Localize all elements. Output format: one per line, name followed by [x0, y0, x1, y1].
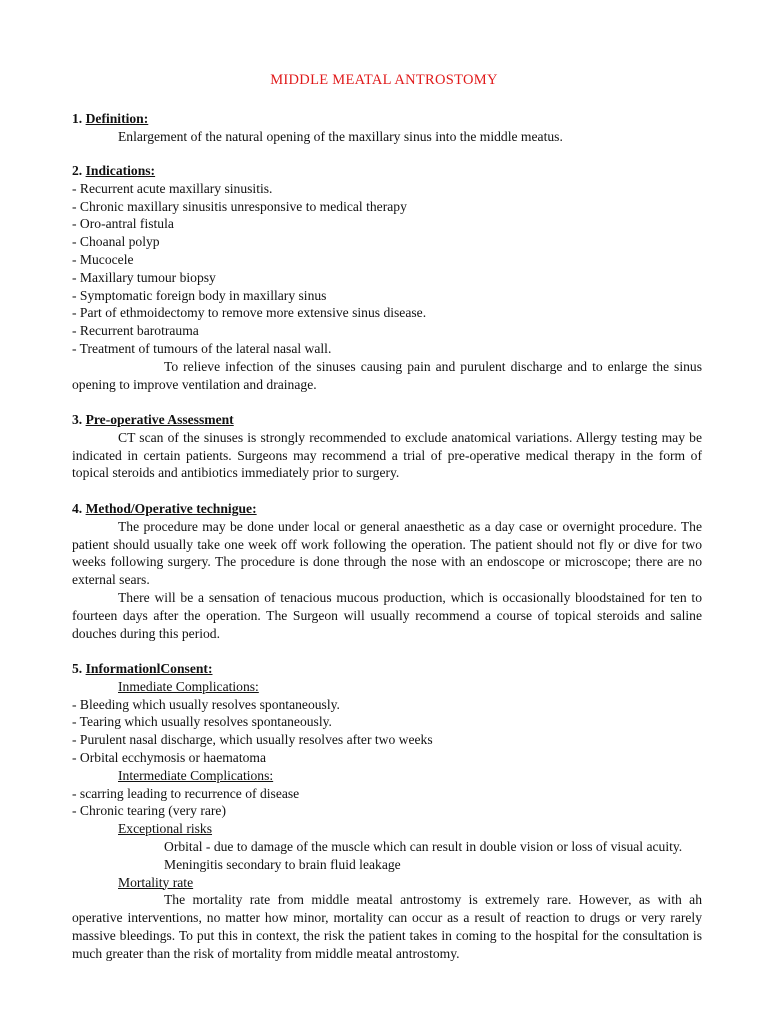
- preop-section: [72, 411, 702, 482]
- exceptional-meningitis-text: Meningitis secondary to brain fluid leakage: [164, 856, 401, 872]
- list-item: - Chronic maxillary sinusitis unresponsive to medical therapy: [72, 198, 407, 214]
- section-heading-text: InformationlConsent:: [85, 661, 213, 676]
- immediate-complications-list: [72, 696, 702, 767]
- list-item: - Bleeding which usually resolves spontaneously.: [72, 696, 340, 712]
- section-heading-text: Pre-operative Assessment: [85, 412, 234, 427]
- list-item: - Part of ethmoidectomy to remove more extensive sinus disease.: [72, 305, 427, 321]
- consent-section: [72, 660, 702, 963]
- mortality-rate-label: Mortality rate: [118, 874, 194, 890]
- list-item: - Maxillary tumour biopsy: [72, 269, 216, 285]
- list-item: - Chronic tearing (very rare): [72, 803, 226, 819]
- list-item: - Mucocele: [72, 251, 134, 267]
- indications-paragraph: To relieve infection of the sinuses causing pain and purulent discharge and to enlarge the sinus opening to improve ventilation and drainage.: [72, 358, 702, 392]
- method-heading: [72, 500, 702, 518]
- consent-heading: [72, 660, 702, 678]
- list-item: - Tearing which usually resolves spontaneously.: [72, 714, 332, 730]
- mortality-paragraph: The mortality rate from middle meatal antrostomy is extremely rare. However, as with ah operative interventions, no matter how minor, mortality can occur as a result of reaction to drugs or very rarely massive bleedings. To put this in context, the risk the patient takes in coming to the hospital for the consultation is much greater than the risk of mortality from middle meatal antrostomy.: [72, 892, 702, 961]
- method-paragraph-1: The procedure may be done under local or general anaesthetic as a day case or overnight procedure. The patient should usually take one week off work following the operation. The patient should not fly or dive for two weeks following surgery. The procedure is done through the nose with an endoscope or microscope; there are no external sears.: [72, 518, 702, 588]
- list-item: - Choanal polyp: [72, 234, 160, 250]
- list-item: - scarring leading to recurrence of disease: [72, 785, 300, 801]
- section-number: 2.: [72, 163, 86, 178]
- method-section: [72, 500, 702, 642]
- intermediate-complications-label: Intermediate Complications:: [118, 767, 274, 783]
- section-heading-text: Method/Operative technigue:: [85, 501, 257, 516]
- intermediate-complications-list: [72, 785, 702, 821]
- list-item: - Purulent nasal discharge, which usually resolves after two weeks: [72, 732, 433, 748]
- indications-heading: [72, 162, 702, 180]
- section-heading-text: Definition:: [85, 111, 149, 126]
- list-item: - Symptomatic foreign body in maxillary sinus: [72, 287, 327, 303]
- exceptional-risks-label: Exceptional risks: [118, 821, 213, 837]
- definition-heading: [72, 110, 702, 128]
- section-heading-text: Indications:: [85, 163, 156, 178]
- immediate-complications-label: Inmediate Complications:: [118, 678, 259, 694]
- list-item: - Recurrent barotrauma: [72, 323, 199, 339]
- definition-text: Enlargement of the natural opening of the maxillary sinus into the middle meatus.: [118, 128, 563, 144]
- section-number: 4.: [72, 501, 86, 516]
- indications-section: [72, 162, 702, 393]
- method-paragraph-2: There will be a sensation of tenacious mucous production, which is occasionally bloodstained for ten to fourteen days after the operation. The Surgeon will usually recommend a course of topical steroids and saline douches during this period.: [72, 589, 702, 641]
- section-number: 1.: [72, 111, 86, 126]
- document-title: MIDDLE MEATAL ANTROSTOMY: [270, 72, 498, 88]
- list-item: - Recurrent acute maxillary sinusitis.: [72, 180, 273, 196]
- definition-section: [72, 110, 702, 146]
- preop-paragraph: CT scan of the sinuses is strongly recommended to exclude anatomical variations. Allergy testing may be indicated in certain patients. Surgeons may recommend a trial of pre-operative medical therapy in the form of topical steroids and antibiotics immediately prior to surgery.: [72, 429, 702, 481]
- list-item: - Treatment of tumours of the lateral nasal wall.: [72, 340, 332, 356]
- indications-list: [72, 180, 702, 358]
- exceptional-orbital-text: Orbital - due to damage of the muscle which can result in double vision or loss of visual acuity.: [164, 838, 683, 854]
- section-number: 3.: [72, 412, 86, 427]
- list-item: - Orbital ecchymosis or haematoma: [72, 749, 267, 765]
- preop-heading: [72, 411, 702, 429]
- list-item: - Oro-antral fistula: [72, 216, 174, 232]
- section-number: 5.: [72, 661, 86, 676]
